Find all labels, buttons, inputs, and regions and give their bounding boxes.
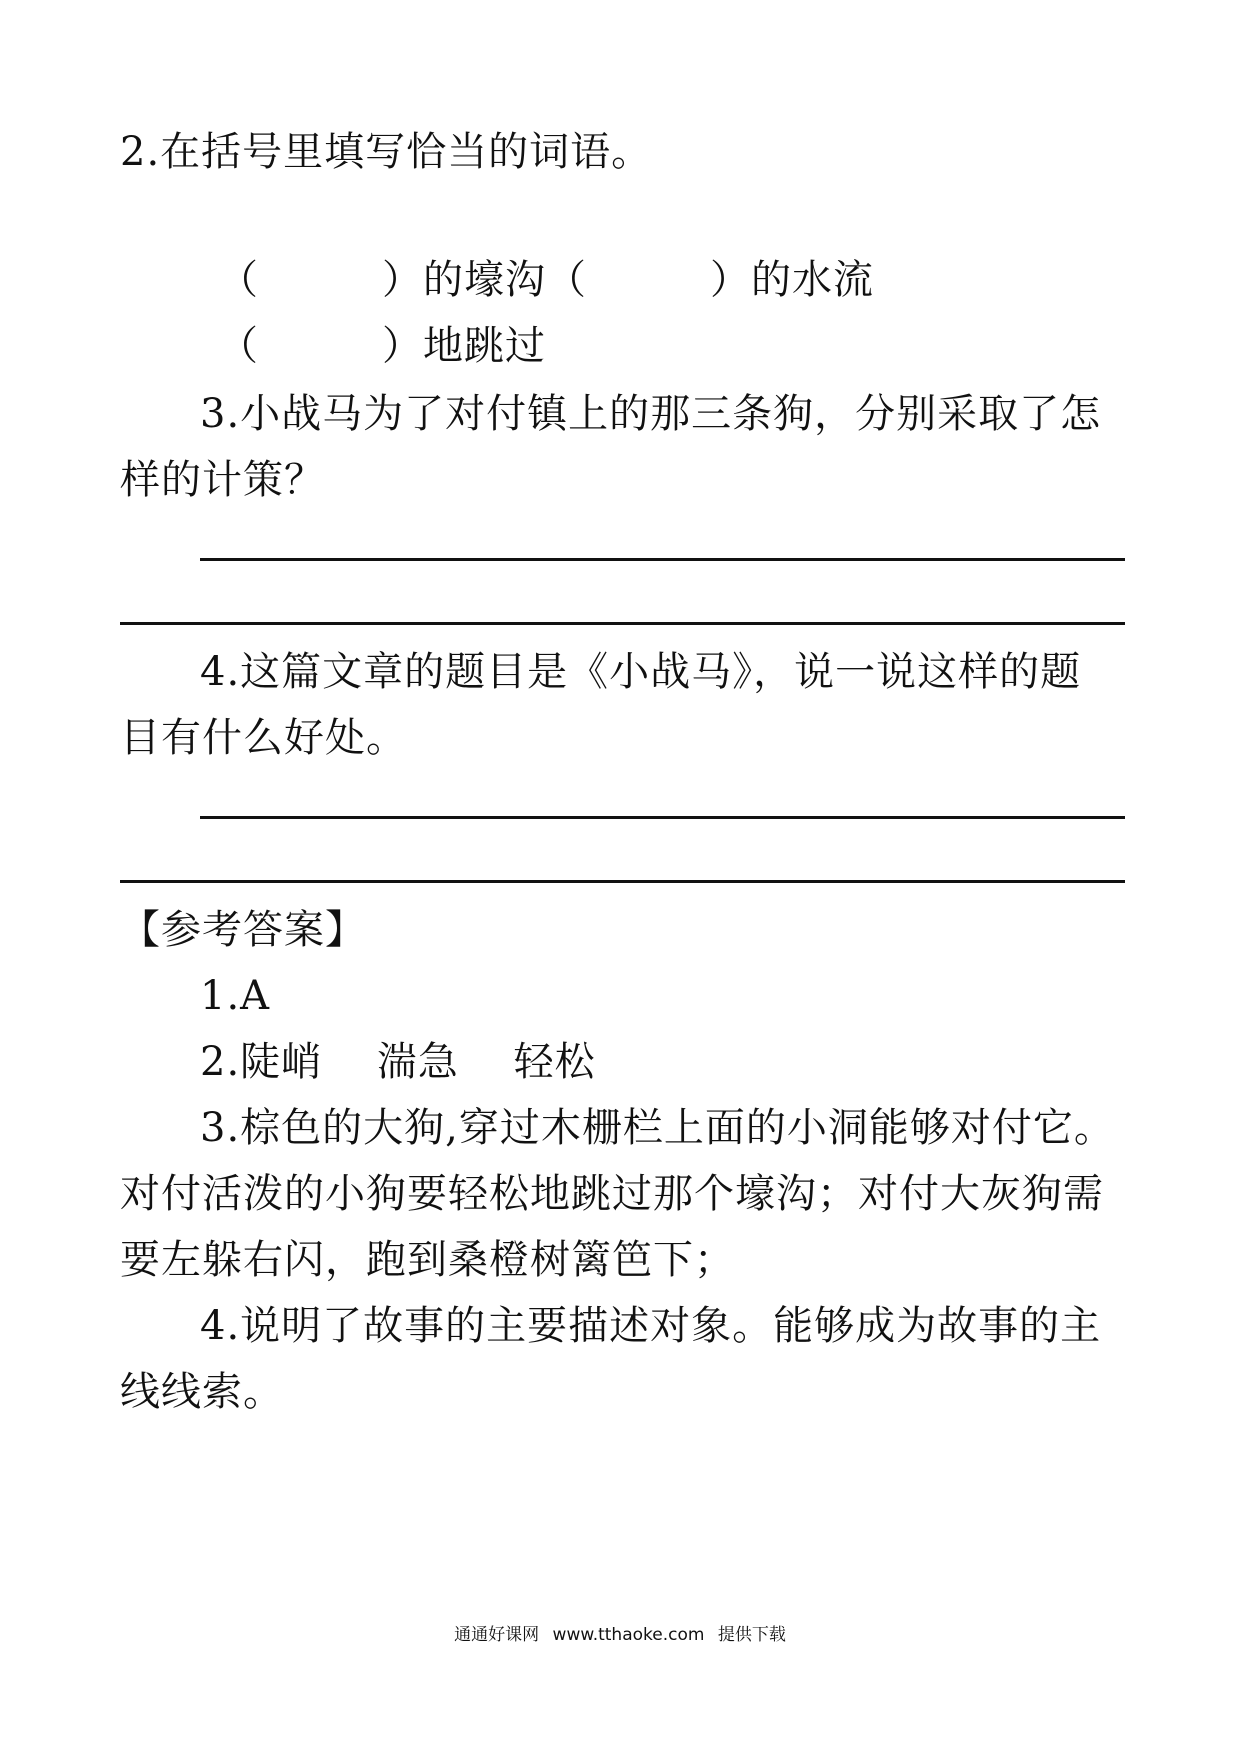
answer-3-line-3: 要左躲右闪，跑到桑橙树篱笆下； bbox=[120, 1237, 735, 1283]
q3-text-line-1: 3.小战马为了对付镇上的那三条狗，分别采取了怎 bbox=[200, 391, 1102, 437]
answer-2: 2.陡峭 湍急 轻松 bbox=[200, 1039, 596, 1085]
page-footer bbox=[0, 1624, 1240, 1646]
footer-site-name: 通通好课网 bbox=[454, 1625, 540, 1645]
answer-3-line-2: 对付活泼的小狗要轻松地跳过那个壕沟；对付大灰狗需 bbox=[120, 1171, 1104, 1217]
q3-text-line-2: 样的计策？ bbox=[120, 457, 325, 503]
answers-heading: 【参考答案】 bbox=[120, 907, 366, 953]
q4-text-line-2: 目有什么好处。 bbox=[120, 715, 407, 761]
q3-answer-line-2 bbox=[120, 622, 1125, 625]
answer-4-line-2: 线线索。 bbox=[120, 1369, 284, 1415]
q4-answer-line-2 bbox=[120, 880, 1125, 883]
footer-note: 提供下载 bbox=[717, 1625, 786, 1645]
footer-url[interactable]: www.tthaoke.com bbox=[552, 1625, 705, 1645]
answer-3-line-1: 3.棕色的大狗,穿过木栅栏上面的小洞能够对付它。 bbox=[200, 1105, 1115, 1151]
q4-answer-line-1 bbox=[200, 816, 1125, 819]
q2-title: 2.在括号里填写恰当的词语。 bbox=[120, 129, 653, 175]
q2-fill-row-2: （ ）地跳过 bbox=[218, 323, 546, 369]
q2-fill-row-1: （ ）的壕沟（ ）的水流 bbox=[218, 257, 874, 303]
q3-answer-line-1 bbox=[200, 558, 1125, 561]
answer-1: 1.A bbox=[200, 973, 271, 1019]
q4-text-line-1: 4.这篇文章的题目是《小战马》，说一说这样的题 bbox=[200, 649, 1082, 695]
answer-4-line-1: 4.说明了故事的主要描述对象。能够成为故事的主 bbox=[200, 1303, 1102, 1349]
